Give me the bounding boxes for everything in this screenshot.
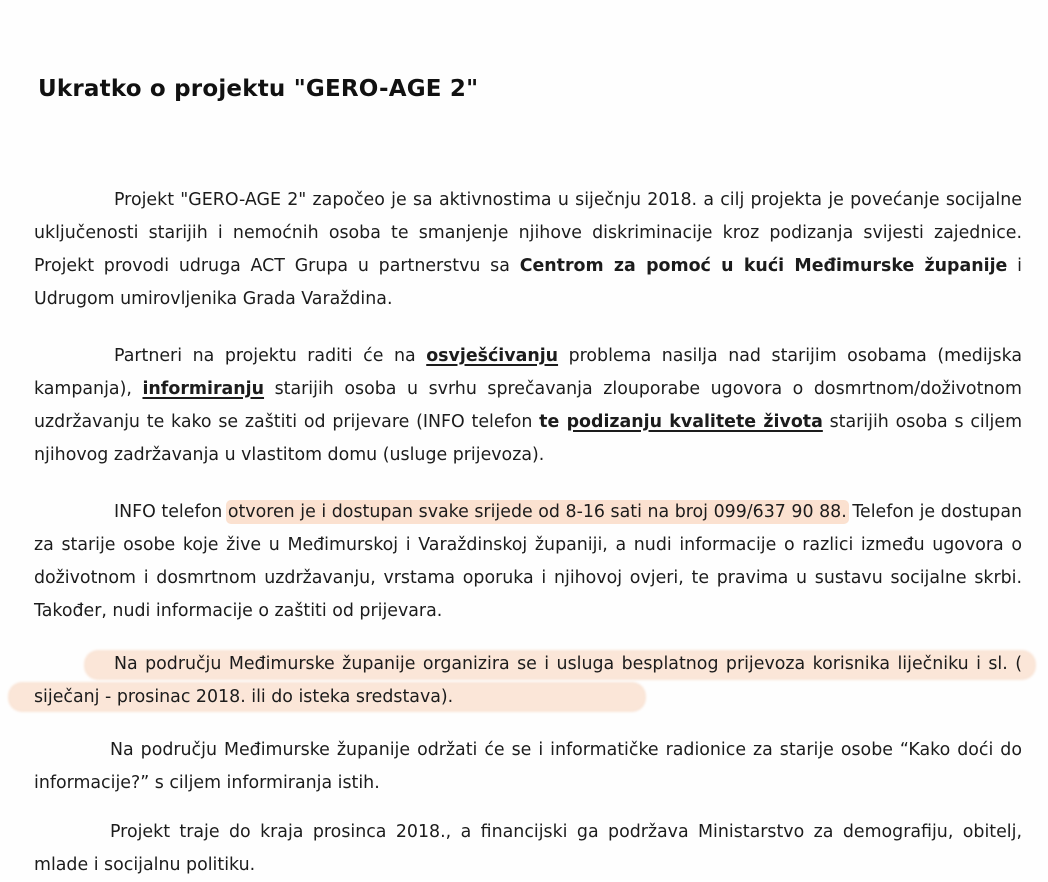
p1-text-2: i Udrugom umirovljenika Grada Varaždina. [34,256,1022,309]
document-title: Ukratko o projektu "GERO-AGE 2" [38,76,479,102]
p3-highlighted-hours: otvoren je i dostupan svake srijede od 8-16 sati na broj 099/637 90 88. [227,502,847,522]
paragraph-transport [34,648,1022,714]
p3-text-1: INFO telefon [114,502,228,522]
p2-underlined-informing: informiranju [142,379,265,399]
p2-underlined-quality: podizanju kvalitete života [566,412,823,432]
p2-bold-te: te [539,412,567,432]
p2-text-1: Partneri na projektu raditi će na [114,346,427,366]
p1-bold-partner: Centrom za pomoć u kući Međimurske županije [519,256,1008,276]
p4-text: Na području Međimurske županije organizira se i usluga besplatnog prijevoza korisnika liječniku i sl. ( siječanj - prosinac 2018. ili do isteka sredstava). [34,654,1022,707]
paragraph-duration [34,816,1022,882]
p2-text-2: problema nasilja nad starijim osobama (medijska kampanja), [34,346,1022,399]
p5-text: Na području Međimurske županije održati će se i informatičke radionice za starije osobe “Kako doći do informacije?” s ciljem informiranja istih. [34,740,1022,793]
p1-text-1: Projekt "GERO-AGE 2" započeo je sa aktivnostima u siječnju 2018. a cilj projekta je povećanje socijalne uključenosti starijih i nemoćnih osoba te smanjenje njihove diskriminacije kroz podizanja svijesti zajednice. Projekt provodi udruga ACT Grupa u partnerstvu sa [34,190,1022,276]
p2-underlined-awareness: osvješćivanju [426,346,559,366]
paragraph-partners [34,340,1022,472]
paragraph-project-intro [34,184,1022,316]
p2-text-3: starijih osoba u svrhu sprečavanja zlouporabe ugovora o dosmrtnom/doživotnom uzdržavanju te kako se zaštiti od prijevare (INFO telefon [34,379,1022,432]
paragraph-info-phone [34,496,1022,628]
p3-text-2: Telefon je dostupan za starije osobe koje žive u Međimurskoj i Varaždinskoj županiji, a nudi informacije o razlici između ugovora o doživotnom i dosmrtnom uzdržavanju, vrstama oporuka i njihovoj ovjeri, te pravima u sustavu socijalne skrbi. Također, nudi informacije o zaštiti od prijevara. [34,502,1022,621]
p2-text-4: starijih osoba s ciljem njihovog zadržavanja u vlastitom domu (usluge prijevoza). [34,412,1023,465]
p6-text: Projekt traje do kraja prosinca 2018., a financijski ga podržava Ministarstvo za demografiju, obitelj, mlade i socijalnu politiku. [34,822,1022,875]
paragraph-workshops [34,734,1022,800]
